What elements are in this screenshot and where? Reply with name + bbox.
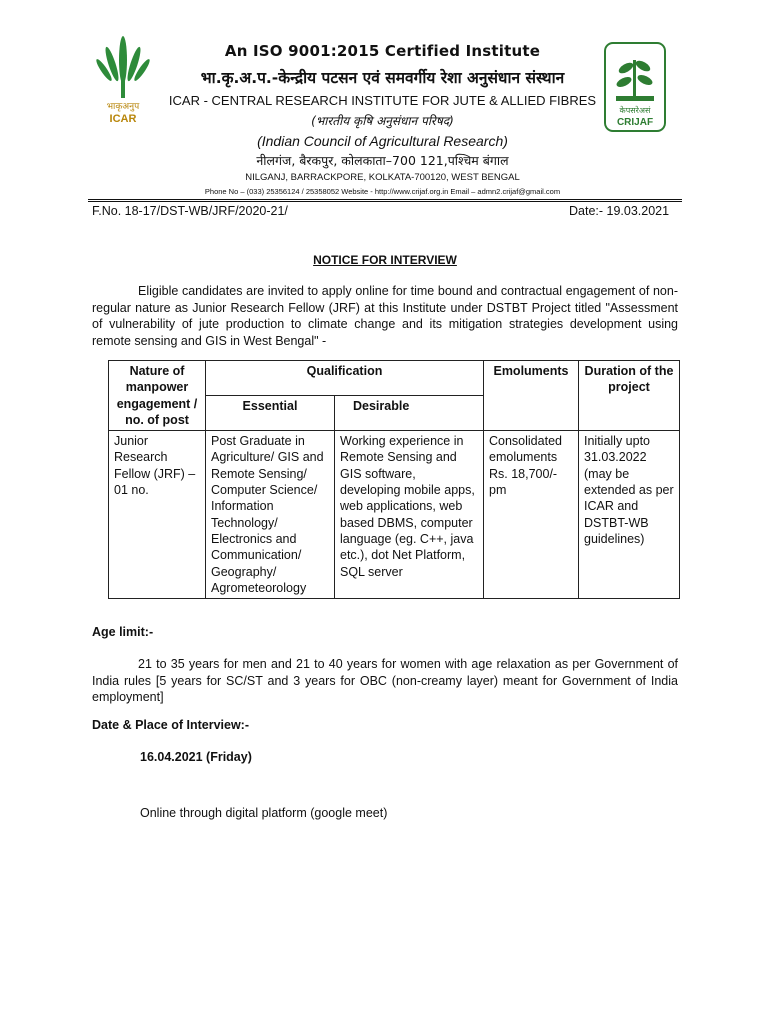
qualification-table [108,360,680,599]
contact-line: Phone No – (033) 25356124 / 25358052 Website - http://www.crijaf.org.in Email – admn2.crijaf@gmail.com [204,187,561,196]
cell-emoluments: Consolidated emoluments Rs. 18,700/- pm [484,431,579,599]
intro-paragraph: Eligible candidates are invited to apply online for time bound and contractual engagement of non-regular nature as Junior Research Fellow (JRF) at this Institute under DSTBT Project titled "Assessment of vulnerability of jute production to climate change and its mitigation strategies development using remote sensing and GIS in West Bengal" - [92,284,678,348]
icar-logo-hindi: भाकृअनुप [106,102,140,112]
cell-essential: Post Graduate in Agriculture/ GIS and Remote Sensing/ Computer Science/ Information Technology/ Electronics and Communication/ Geography/ Agrometeorology [206,431,335,599]
header-desirable: Desirable [335,396,484,431]
wheat-emblem-icon [94,36,152,98]
cell-nature: Junior Research Fellow (JRF) – 01 no. [109,431,206,599]
age-limit-label: Age limit:- [92,625,154,639]
header-divider-2 [88,201,682,202]
interview-mode: Online through digital platform (google meet) [140,806,388,820]
header-divider [88,199,682,200]
table-header-row [109,361,680,396]
header-nature: Nature of manpower engagement / no. of post [109,361,206,431]
crijaf-logo-abbr: CRIJAF [616,117,654,128]
header-emoluments: Emoluments [484,361,579,431]
header-essential: Essential [206,396,335,431]
notice-title: NOTICE FOR INTERVIEW [313,253,457,267]
icar-logo-abbr: ICAR [109,113,137,125]
notice-date: Date:- 19.03.2021 [569,204,670,218]
crijaf-logo-hindi: केपसरेअसं [619,106,651,115]
institute-name-hindi: भा.कृ.अ.प.-केन्द्रीय पटसन एवं समवर्गीय रेशा अनुसंधान संस्थान [200,69,565,87]
address: NILGANJ, BARRACKPORE, KOLKATA-700120, WEST BENGAL [245,172,520,183]
council-name: (Indian Council of Agricultural Research) [257,133,508,149]
table-row [109,431,680,599]
header-duration: Duration of the project [579,361,680,431]
icar-logo [92,30,154,126]
cell-desirable: Working experience in Remote Sensing and GIS software, developing mobile apps, web applications, web based DBMS, computer language (eg. C++, java etc.), dot Net Platform, SQL server [335,431,484,599]
header-qualification: Qualification [206,361,484,396]
interview-date: 16.04.2021 (Friday) [140,750,252,764]
address-hindi: नीलगंज, बैरकपुर, कोलकाता–700 121,पश्चिम बंगाल [256,153,509,168]
institute-name: ICAR - CENTRAL RESEARCH INSTITUTE FOR JUTE & ALLIED FIBRES [168,93,597,108]
date-place-label: Date & Place of Interview:- [92,718,249,732]
cell-duration: Initially upto 31.03.2022 (may be extended as per ICAR and DSTBT-WB guidelines) [579,431,680,599]
age-limit-text: 21 to 35 years for men and 21 to 40 years for women with age relaxation as per Government of India rules [5 years for SC/ST and 3 years for OBC (non-creamy layer) meant for Government of India employment] [92,657,678,704]
file-number: F.No. 18-17/DST-WB/JRF/2020-21/ [92,204,288,218]
iso-certification: An ISO 9001:2015 Certified Institute [224,42,541,60]
council-name-hindi: (भारतीय कृषि अनुसंधान परिषद) [311,114,454,128]
